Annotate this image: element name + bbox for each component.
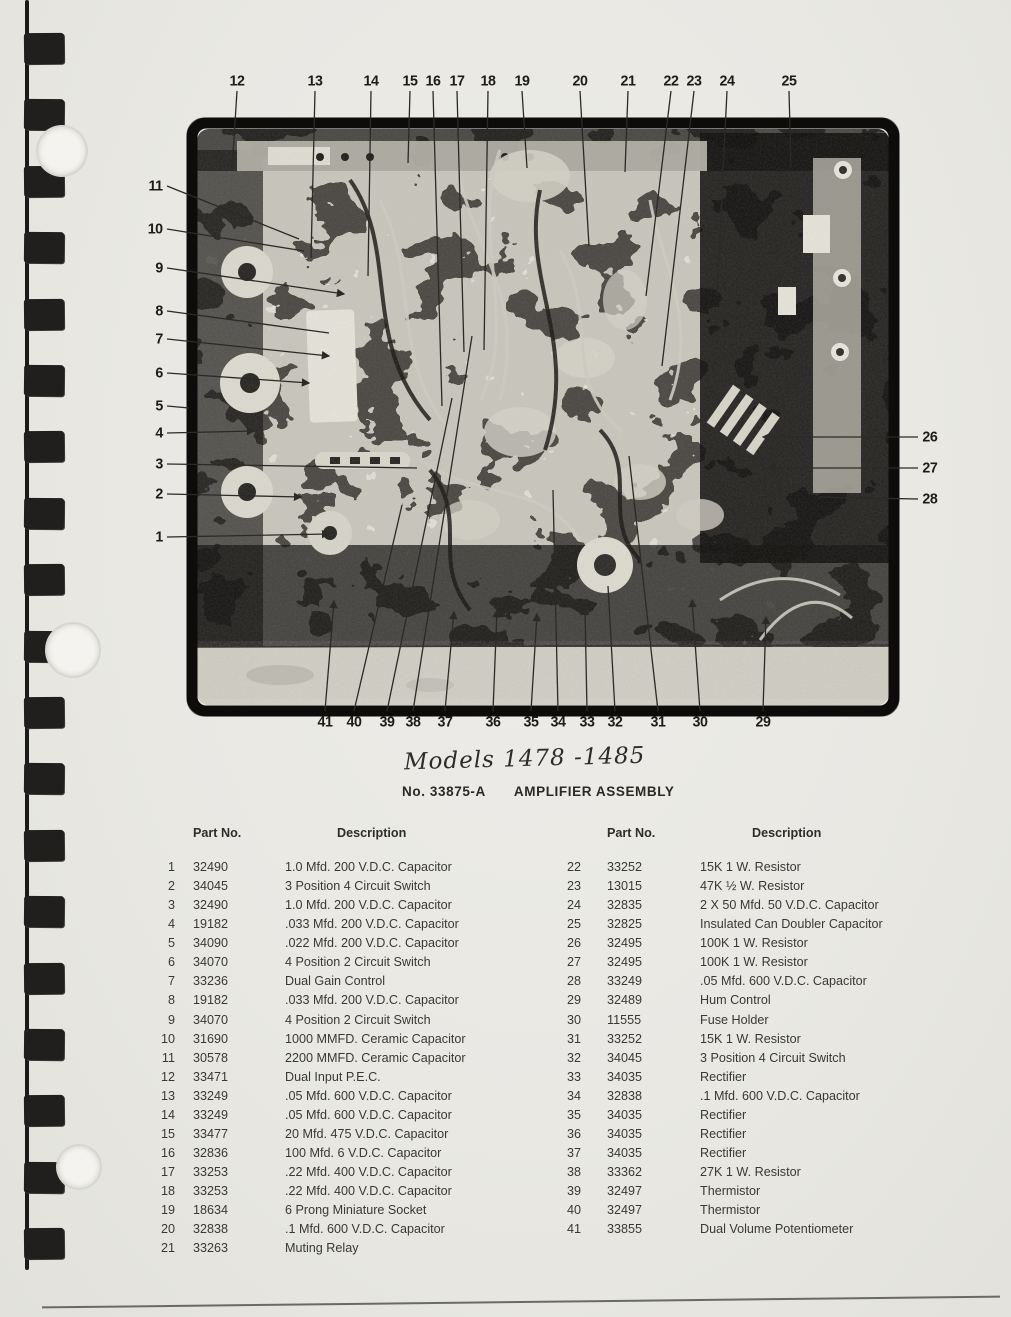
row-ref: 1 [167,860,175,874]
part-number: 34035 [607,1145,643,1160]
part-description: Dual Volume Potentiometer [700,1222,854,1237]
row-ref: 14 [160,1107,175,1122]
callout-number-23: 23 [686,72,702,90]
callout-number-29: 29 [755,713,771,731]
binding-tab [24,1228,64,1259]
part-number: 34070 [193,955,229,970]
row-ref: 13 [160,1088,175,1103]
callout-number-34: 34 [550,713,566,731]
binding-tab [24,1029,64,1060]
callout-number-17: 17 [449,72,465,90]
row-ref: 35 [566,1107,581,1122]
part-number: 32490 [193,898,229,913]
assembly-name: AMPLIFIER ASSEMBLY [513,784,675,799]
binding-tab [24,763,64,794]
part-description: 1.0 Mfd. 200 V.D.C. Capacitor [285,860,452,874]
part-number: 34090 [193,936,229,951]
part-number: 33855 [607,1222,643,1237]
part-description: .1 Mfd. 600 V.D.C. Capacitor [700,1088,860,1103]
row-ref: 4 [167,917,175,932]
row-ref: 27 [566,955,581,970]
part-description: 15K 1 W. Resistor [700,860,801,874]
col-header-part-no-right: Part No. [607,826,656,840]
row-ref: 9 [167,1012,175,1027]
part-number: 11555 [607,1012,642,1027]
row-ref: 40 [566,1203,581,1218]
part-number: 32836 [193,1145,229,1160]
row-ref: 33 [566,1069,581,1084]
part-description: Muting Relay [285,1241,359,1256]
part-description: .033 Mfd. 200 V.D.C. Capacitor [285,993,459,1008]
part-number: 32495 [607,955,643,970]
part-number: 33253 [193,1184,229,1199]
part-number: 33252 [607,860,643,874]
callout-number-11: 11 [148,177,163,195]
callout-number-2: 2 [155,485,163,503]
part-number: 33471 [193,1069,229,1084]
part-description: 3 Position 4 Circuit Switch [700,1050,846,1065]
part-number: 32835 [607,898,643,913]
callout-number-20: 20 [572,72,588,90]
callout-number-9: 9 [155,259,163,277]
callout-number-37: 37 [437,713,453,731]
row-ref: 2 [167,879,175,894]
page-bottom-edge [42,1296,1000,1308]
row-ref: 7 [167,974,175,989]
row-ref: 5 [167,936,175,951]
row-ref: 22 [566,860,581,874]
callout-number-32: 32 [607,713,623,731]
part-number: 32489 [607,993,643,1008]
part-number: 33253 [193,1165,229,1179]
part-description: .1 Mfd. 600 V.D.C. Capacitor [285,1222,445,1237]
row-ref: 6 [167,955,175,970]
binding-tab [24,1095,64,1126]
part-number: 33252 [607,1031,643,1046]
part-number: 34045 [607,1050,643,1065]
callout-number-4: 4 [155,424,163,442]
row-ref: 19 [160,1203,175,1218]
row-ref: 12 [160,1069,175,1084]
row-ref: 23 [566,879,581,894]
part-number: 31690 [193,1031,229,1046]
part-description: .22 Mfd. 400 V.D.C. Capacitor [285,1184,452,1199]
binding-tab [24,896,64,927]
part-description: Rectifier [700,1069,747,1084]
callout-number-36: 36 [485,713,501,731]
part-number: 32497 [607,1184,643,1199]
row-ref: 28 [566,974,581,989]
part-description: Hum Control [700,993,771,1008]
row-ref: 15 [160,1126,175,1141]
part-description: 4 Position 2 Circuit Switch [285,955,431,970]
part-description: 100K 1 W. Resistor [700,936,808,951]
callout-number-12: 12 [229,72,245,90]
callout-number-10: 10 [147,220,163,238]
callout-number-41: 41 [317,713,333,731]
part-number: 33236 [193,974,229,989]
callout-number-26: 26 [922,428,938,446]
callout-number-28: 28 [922,490,938,508]
col-header-description-left: Description [337,826,407,840]
part-number: 34045 [193,879,229,894]
row-ref: 26 [566,936,581,951]
callout-number-6: 6 [155,364,163,382]
part-number: 19182 [193,917,229,932]
part-number: 18634 [193,1203,229,1218]
models-title: Models 1478 -1485 [403,742,646,776]
row-ref: 17 [160,1165,175,1179]
part-number: 13015 [607,879,643,894]
row-ref: 3 [167,898,175,913]
row-ref: 31 [566,1031,581,1046]
callout-number-27: 27 [922,459,938,477]
part-description: Thermistor [700,1184,761,1199]
part-description: Fuse Holder [700,1012,769,1027]
row-ref: 38 [566,1165,581,1179]
parts-table-left-column [151,858,523,1258]
part-description: 6 Prong Miniature Socket [285,1203,427,1218]
binding-tab [24,962,64,993]
part-description: 1000 MMFD. Ceramic Capacitor [285,1031,466,1046]
part-number: 32490 [193,860,229,874]
part-number: 34070 [193,1012,229,1027]
callout-number-13: 13 [307,72,323,90]
part-number: 33249 [193,1088,229,1103]
part-number: 33249 [193,1107,229,1122]
callout-number-5: 5 [155,397,163,415]
row-ref: 39 [566,1184,581,1199]
part-description: 15K 1 W. Resistor [700,1031,801,1046]
part-number: 30578 [193,1050,229,1065]
part-number: 32825 [607,917,643,932]
assembly-number: No. 33875-A [402,784,486,799]
row-ref: 32 [566,1050,581,1065]
callout-number-38: 38 [405,713,421,731]
row-ref: 24 [566,898,581,913]
callout-number-15: 15 [402,72,418,90]
part-description: 2 X 50 Mfd. 50 V.D.C. Capacitor [700,898,879,913]
callout-number-30: 30 [692,713,708,731]
callout-number-8: 8 [155,302,163,320]
row-ref: 34 [566,1088,581,1103]
part-description: .05 Mfd. 600 V.D.C. Capacitor [285,1107,452,1122]
row-ref: 29 [566,993,581,1008]
col-header-description-right: Description [752,826,822,840]
col-header-part-no-left: Part No. [193,826,242,840]
callout-number-22: 22 [663,72,679,90]
callout-number-24: 24 [719,72,735,90]
row-ref: 41 [566,1222,581,1237]
part-description: 100K 1 W. Resistor [700,955,808,970]
part-number: 33249 [607,974,643,989]
amplifier-chassis-photo [197,129,891,705]
callout-number-40: 40 [346,713,362,731]
part-description: Dual Input P.E.C. [285,1069,381,1084]
part-description: 100 Mfd. 6 V.D.C. Capacitor [285,1145,442,1160]
row-ref: 25 [566,917,581,932]
parts-table-right-column [557,858,947,1239]
part-description: Dual Gain Control [285,974,386,989]
callout-number-7: 7 [155,330,163,348]
part-number: 34035 [607,1126,643,1141]
punch-hole [58,1146,100,1188]
part-description: Rectifier [700,1145,747,1160]
part-number: 34035 [607,1107,643,1122]
part-number: 34035 [607,1069,643,1084]
callout-number-25: 25 [781,72,797,90]
row-ref: 36 [566,1126,581,1141]
part-description: Thermistor [700,1203,761,1218]
part-description: 2200 MMFD. Ceramic Capacitor [285,1050,466,1065]
part-description: 47K ½ W. Resistor [700,879,805,894]
part-description: 20 Mfd. 475 V.D.C. Capacitor [285,1126,449,1141]
part-description: 4 Position 2 Circuit Switch [285,1012,431,1027]
part-number: 19182 [193,993,229,1008]
part-description: 27K 1 W. Resistor [700,1165,801,1179]
callout-number-18: 18 [480,72,496,90]
part-description: Rectifier [700,1126,747,1141]
part-number: 32838 [193,1222,229,1237]
row-ref: 18 [160,1184,175,1199]
part-description: .05 Mfd. 600 V.D.C. Capacitor [285,1088,452,1103]
part-description: 3 Position 4 Circuit Switch [285,879,431,894]
part-number: 33263 [193,1241,229,1256]
part-description: .22 Mfd. 400 V.D.C. Capacitor [285,1165,452,1179]
callout-number-31: 31 [650,713,666,731]
part-description: 1.0 Mfd. 200 V.D.C. Capacitor [285,898,452,913]
part-number: 32838 [607,1088,643,1103]
binding-tab [24,830,64,861]
row-ref: 30 [566,1012,581,1027]
row-ref: 10 [160,1031,175,1046]
callout-number-16: 16 [425,72,441,90]
callout-number-14: 14 [363,72,379,90]
part-number: 33477 [193,1126,229,1141]
part-description: Insulated Can Doubler Capacitor [700,917,883,932]
callout-number-39: 39 [379,713,395,731]
part-description: Rectifier [700,1107,747,1122]
row-ref: 11 [161,1050,175,1065]
part-description: .05 Mfd. 600 V.D.C. Capacitor [700,974,867,989]
callout-number-3: 3 [155,455,163,473]
callout-number-19: 19 [514,72,530,90]
part-description: .033 Mfd. 200 V.D.C. Capacitor [285,917,459,932]
assembly-title [402,784,674,799]
row-ref: 37 [566,1145,581,1160]
row-ref: 16 [160,1145,175,1160]
callout-number-33: 33 [579,713,595,731]
row-ref: 20 [160,1222,175,1237]
callout-number-1: 1 [155,528,163,546]
part-number: 32495 [607,936,643,951]
part-description: .022 Mfd. 200 V.D.C. Capacitor [285,936,459,951]
row-ref: 21 [160,1241,175,1256]
part-number: 33362 [607,1165,643,1179]
part-number: 32497 [607,1203,643,1218]
callout-number-35: 35 [523,713,539,731]
row-ref: 8 [167,993,175,1008]
callout-number-21: 21 [620,72,636,90]
